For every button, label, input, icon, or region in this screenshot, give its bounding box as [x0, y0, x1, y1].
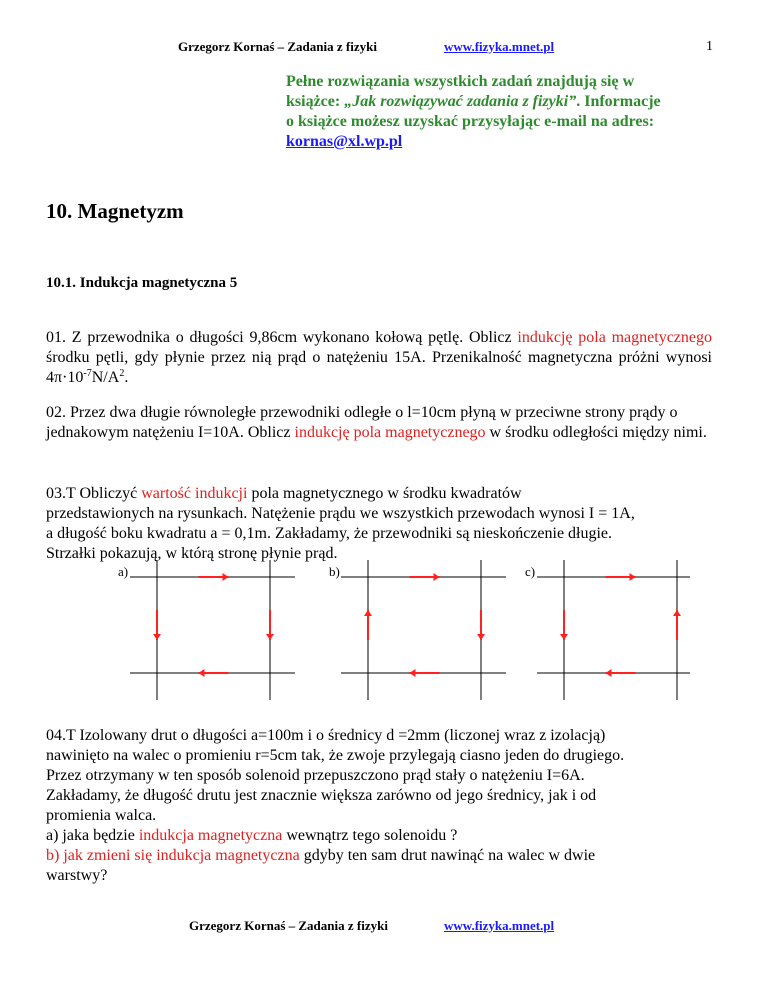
fig-3-label: c)	[525, 564, 536, 579]
promo-line-3: o książce możesz uzyskać przysyłając e-mail na adres:	[286, 113, 655, 130]
problem-04-part-b-highlight: b) jak zmieni się indukcja magnetyczna	[46, 847, 300, 864]
fig-2-arrow-left-head	[364, 610, 372, 616]
book-title: „Jak rozwiązywać zadania z fizyki”	[344, 93, 577, 110]
problem-03-line-4: Strzałki pokazują, w którą stronę płynie prąd.	[46, 545, 338, 562]
problem-04-line-5: promienia walca.	[46, 807, 157, 824]
problem-01-unit: N/A	[91, 369, 120, 386]
problem-01-text-b: środku pętli, gdy płynie przez nią prąd o natężeniu 15A. Przenikalność magnetyczna próżni wynosi 4π·10	[46, 349, 712, 386]
fig-3-arrow-top-head	[630, 573, 636, 581]
email-link[interactable]: kornas@xl.wp.pl	[286, 133, 403, 150]
fig-3-arrow-left-head	[560, 634, 568, 640]
promo-line-1: Pełne rozwiązania wszystkich zadań znajdują się w	[286, 73, 635, 90]
problem-01-unit-exponent: 2	[119, 368, 125, 379]
fig-1-arrow-right-head	[266, 634, 274, 640]
book-promo	[286, 72, 726, 152]
current-loop-figures	[100, 558, 690, 708]
problem-03-line-1	[46, 484, 712, 504]
problem-04-line-3: Przez otrzymany w ten sposób solenoid przepuszczono prąd stały o natężeniu I=6A.	[46, 767, 585, 784]
problem-02	[46, 403, 712, 443]
problem-03-line-3: a długość boku kwadratu a = 0,1m. Zakładamy, że przewodniki są nieskończenie długie.	[46, 525, 613, 542]
fig-1-arrow-top-head	[223, 573, 229, 581]
section-title: 10.1. Indukcja magnetyczna 5	[46, 275, 238, 291]
fig-2-arrow-right-head	[477, 634, 485, 640]
fig-2-arrow-bottom-head	[410, 669, 416, 677]
problem-03-line-1-end: pola magnetycznego w środku kwadratów	[247, 485, 522, 502]
problem-03-line-2: przedstawionych na rysunkach. Natężenie prądu we wszystkich przewodach wynosi I = 1A,	[46, 505, 635, 522]
fig-1-arrow-left-head	[153, 634, 161, 640]
header-site-link[interactable]: www.fizyka.mnet.pl	[444, 39, 555, 54]
problem-04-line-4: Zakładamy, że długość drutu jest znacznie większa zarówno od jego średnicy, jak i od	[46, 787, 597, 804]
problem-04-part-a-start: a) jaka będzie	[46, 827, 139, 844]
promo-line-2	[286, 92, 726, 112]
fig-3-arrow-right-head	[673, 610, 681, 616]
problem-01-period: .	[124, 369, 129, 386]
fig-1-label: a)	[118, 564, 129, 579]
fig-2-label: b)	[329, 564, 340, 579]
problem-01-highlight: indukcję pola magnetycznego	[517, 329, 712, 346]
problem-02-highlight: indukcję pola magnetycznego	[294, 424, 486, 441]
problem-04-part-b-end: gdyby ten sam drut nawinąć na walec w dwie	[299, 847, 596, 864]
chapter-title: 10. Magnetyzm	[46, 199, 184, 223]
problem-04-part-b	[46, 846, 712, 866]
fig-3-arrow-bottom-head	[606, 669, 612, 677]
header-author: Grzegorz Kornaś – Zadania z fizyki	[178, 39, 377, 54]
problem-01-exponent: -7	[83, 368, 92, 379]
problem-04-line-8: warstwy?	[46, 867, 108, 884]
problem-04-part-a-end: wewnątrz tego solenoidu ?	[282, 827, 458, 844]
problem-01-text-a: 01. Z przewodnika o długości 9,86cm wykonano kołową pętlę. Oblicz	[46, 329, 518, 346]
problem-04	[46, 726, 712, 886]
problem-03-number: 03.T Obliczyć	[46, 485, 142, 502]
promo-line-2-end: . Informacje	[576, 93, 661, 110]
page-number: 1	[706, 39, 713, 54]
fig-1-arrow-bottom-head	[199, 669, 205, 677]
problem-04-line-2: nawinięto na walec o promieniu r=5cm tak, że zwoje przylegają ciasno jeden do drugiego.	[46, 747, 625, 764]
problem-02-text-a: 02. Przez dwa długie równoległe przewodniki odległe o l=10cm płyną w przeciwne strony prądy o jednakowym natężeniu I=10A. Oblicz	[46, 404, 678, 441]
footer-author: Grzegorz Kornaś – Zadania z fizyki	[189, 918, 388, 933]
problem-04-line-1: 04.T Izolowany drut o długości a=100m i o średnicy d =2mm (liczonej wraz z izolacją)	[46, 727, 606, 744]
promo-line-2-start: książce:	[286, 93, 345, 110]
problem-03	[46, 484, 712, 564]
fig-2-arrow-top-head	[434, 573, 440, 581]
problem-04-part-a	[46, 826, 712, 846]
problem-04-part-a-highlight: indukcja magnetyczna	[138, 827, 283, 844]
footer-site-link[interactable]: www.fizyka.mnet.pl	[444, 918, 555, 933]
problem-01	[46, 328, 712, 388]
problem-02-text-b: w środku odległości między nimi.	[485, 424, 707, 441]
problem-03-highlight: wartość indukcji	[141, 485, 248, 502]
